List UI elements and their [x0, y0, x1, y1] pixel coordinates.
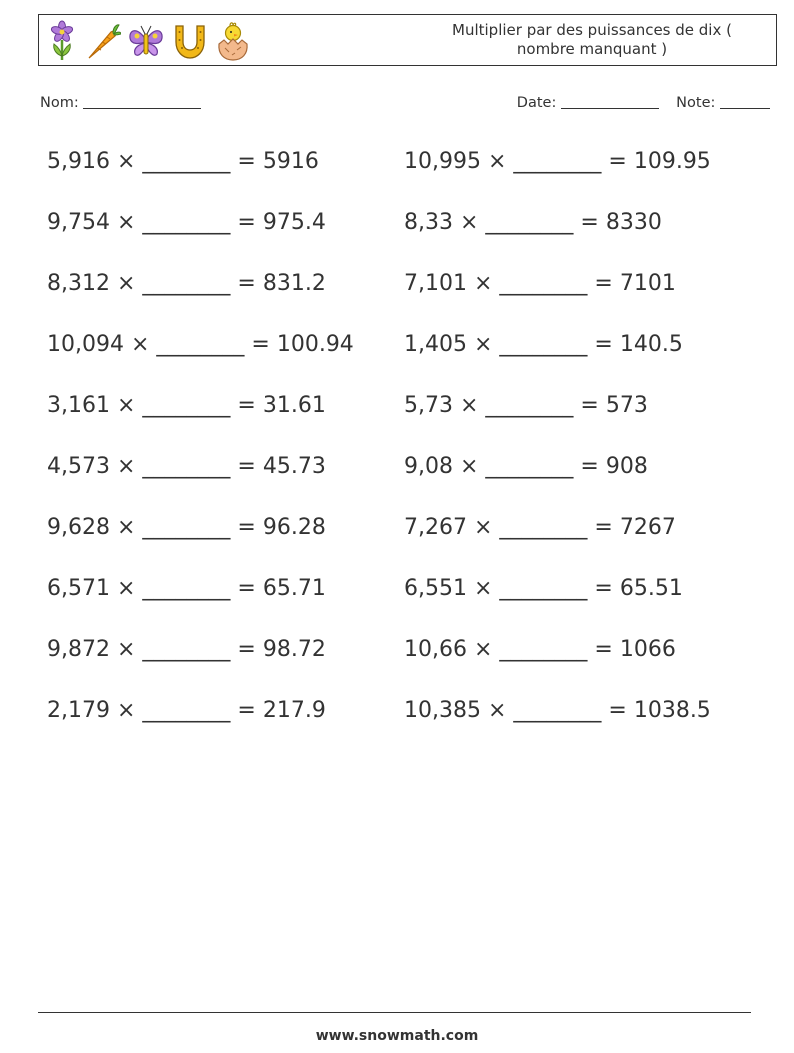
equals-sign: =	[230, 210, 263, 235]
equals-sign: =	[244, 332, 277, 357]
answer-blank[interactable]: ________	[142, 393, 231, 418]
grade-blank[interactable]	[720, 94, 770, 109]
answer-blank[interactable]: ________	[499, 271, 588, 296]
header-box	[38, 14, 777, 66]
equals-sign: =	[587, 637, 620, 662]
multiplicand: 8,33	[404, 210, 453, 235]
product-result: 96.28	[262, 515, 326, 540]
problem-row	[404, 695, 711, 727]
times-sign: ×	[109, 515, 143, 540]
product-result: 65.71	[262, 576, 326, 601]
name-label: Nom:	[40, 95, 79, 111]
answer-blank[interactable]: ________	[142, 271, 231, 296]
equals-sign: =	[601, 149, 634, 174]
answer-blank[interactable]: ________	[142, 454, 231, 479]
problem-row	[47, 329, 354, 361]
flower-icon	[47, 20, 77, 62]
problem-row	[404, 268, 676, 300]
problem-row	[47, 512, 326, 544]
times-sign: ×	[452, 210, 486, 235]
multiplicand: 6,571	[47, 576, 110, 601]
times-sign: ×	[466, 515, 500, 540]
problem-row	[404, 573, 683, 605]
equals-sign: =	[587, 515, 620, 540]
problem-row	[404, 512, 676, 544]
equals-sign: =	[230, 515, 263, 540]
multiplicand: 3,161	[47, 393, 110, 418]
answer-blank[interactable]: ________	[142, 149, 231, 174]
problem-row	[404, 207, 662, 239]
multiplicand: 9,872	[47, 637, 110, 662]
product-result: 573	[605, 393, 648, 418]
equals-sign: =	[230, 149, 263, 174]
problem-row	[47, 146, 319, 178]
times-sign: ×	[123, 332, 157, 357]
multiplicand: 7,267	[404, 515, 467, 540]
grade-label: Note:	[676, 95, 716, 111]
multiplicand: 9,08	[404, 454, 453, 479]
equals-sign: =	[230, 454, 263, 479]
equals-sign: =	[601, 698, 634, 723]
name-blank[interactable]	[83, 94, 201, 109]
answer-blank[interactable]: ________	[513, 698, 602, 723]
times-sign: ×	[466, 576, 500, 601]
multiplicand: 6,551	[404, 576, 467, 601]
times-sign: ×	[480, 149, 514, 174]
problem-row	[404, 390, 648, 422]
answer-blank[interactable]: ________	[499, 332, 588, 357]
multiplicand: 2,179	[47, 698, 110, 723]
answer-blank[interactable]: ________	[485, 454, 574, 479]
product-result: 7267	[619, 515, 676, 540]
times-sign: ×	[109, 576, 143, 601]
equals-sign: =	[230, 393, 263, 418]
times-sign: ×	[109, 271, 143, 296]
equals-sign: =	[587, 271, 620, 296]
answer-blank[interactable]: ________	[485, 393, 574, 418]
multiplicand: 8,312	[47, 271, 110, 296]
multiplicand: 10,385	[404, 698, 481, 723]
equals-sign: =	[573, 393, 606, 418]
carrot-icon	[83, 20, 121, 62]
problem-row	[404, 451, 648, 483]
multiplicand: 5,916	[47, 149, 110, 174]
product-result: 109.95	[633, 149, 711, 174]
answer-blank[interactable]: ________	[142, 515, 231, 540]
times-sign: ×	[466, 271, 500, 296]
equals-sign: =	[587, 576, 620, 601]
horseshoe-icon	[171, 20, 209, 62]
answer-blank[interactable]: ________	[513, 149, 602, 174]
product-result: 1066	[619, 637, 676, 662]
product-result: 831.2	[262, 271, 326, 296]
product-result: 975.4	[262, 210, 326, 235]
product-result: 65.51	[619, 576, 683, 601]
multiplicand: 7,101	[404, 271, 467, 296]
times-sign: ×	[109, 210, 143, 235]
date-label: Date:	[516, 95, 557, 111]
equals-sign: =	[230, 698, 263, 723]
multiplicand: 9,754	[47, 210, 110, 235]
product-result: 140.5	[619, 332, 683, 357]
equals-sign: =	[587, 332, 620, 357]
product-result: 31.61	[262, 393, 326, 418]
answer-blank[interactable]: ________	[499, 515, 588, 540]
multiplicand: 5,73	[404, 393, 453, 418]
times-sign: ×	[109, 698, 143, 723]
answer-blank[interactable]: ________	[156, 332, 245, 357]
problem-row	[47, 573, 326, 605]
times-sign: ×	[452, 454, 486, 479]
answer-blank[interactable]: ________	[499, 576, 588, 601]
multiplicand: 10,094	[47, 332, 124, 357]
product-result: 908	[605, 454, 648, 479]
product-result: 217.9	[262, 698, 326, 723]
multiplicand: 10,66	[404, 637, 467, 662]
equals-sign: =	[573, 210, 606, 235]
product-result: 100.94	[276, 332, 354, 357]
product-result: 45.73	[262, 454, 326, 479]
name-field	[40, 94, 201, 111]
worksheet-title: Multiplier par des puissances de dix ( nombre manquant )	[452, 21, 732, 58]
equals-sign: =	[230, 576, 263, 601]
date-blank[interactable]	[561, 94, 659, 109]
multiplicand: 4,573	[47, 454, 110, 479]
product-result: 8330	[605, 210, 662, 235]
problem-row	[47, 634, 326, 666]
header-icons	[47, 20, 251, 62]
times-sign: ×	[109, 637, 143, 662]
multiplicand: 1,405	[404, 332, 467, 357]
problem-row	[404, 146, 711, 178]
problem-row	[404, 329, 683, 361]
multiplicand: 9,628	[47, 515, 110, 540]
times-sign: ×	[109, 149, 143, 174]
product-result: 1038.5	[633, 698, 711, 723]
answer-blank[interactable]: ________	[142, 637, 231, 662]
times-sign: ×	[466, 637, 500, 662]
times-sign: ×	[109, 393, 143, 418]
answer-blank[interactable]: ________	[485, 210, 574, 235]
problem-row	[47, 390, 326, 422]
butterfly-icon	[127, 20, 165, 62]
problem-row	[47, 207, 326, 239]
footer-site: www.snowmath.com	[315, 1028, 479, 1044]
equals-sign: =	[573, 454, 606, 479]
times-sign: ×	[452, 393, 486, 418]
problem-row	[47, 451, 326, 483]
answer-blank[interactable]: ________	[142, 576, 231, 601]
times-sign: ×	[466, 332, 500, 357]
product-result: 98.72	[262, 637, 326, 662]
product-result: 5916	[262, 149, 319, 174]
answer-blank[interactable]: ________	[142, 698, 231, 723]
equals-sign: =	[230, 637, 263, 662]
problem-row	[404, 634, 676, 666]
problem-row	[47, 695, 326, 727]
footer-rule	[38, 1012, 751, 1013]
times-sign: ×	[109, 454, 143, 479]
multiplicand: 10,995	[404, 149, 481, 174]
chick-icon	[215, 20, 251, 62]
date-grade-fields	[517, 94, 770, 111]
answer-blank[interactable]: ________	[499, 637, 588, 662]
answer-blank[interactable]: ________	[142, 210, 231, 235]
product-result: 7101	[619, 271, 676, 296]
equals-sign: =	[230, 271, 263, 296]
problem-row	[47, 268, 326, 300]
times-sign: ×	[480, 698, 514, 723]
